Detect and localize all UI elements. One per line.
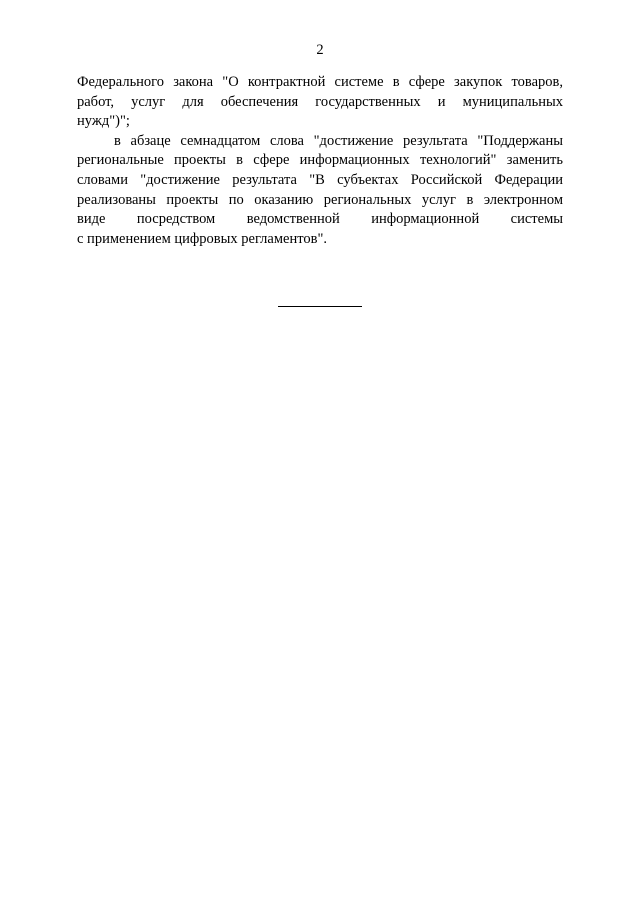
end-of-document-divider <box>278 306 362 307</box>
text-line: региональные проекты в сфере информационных технологий" заменить <box>77 152 563 169</box>
text-line: с применением цифровых регламентов". <box>77 230 327 247</box>
text-line: нужд")"; <box>77 113 130 130</box>
text-line: виде посредством ведомственной информационной системы <box>77 211 563 228</box>
text-line: Федерального закона "О контрактной системе в сфере закупок товаров, <box>77 74 563 90</box>
text-line: словами "достижение результата "В субъектах Российской Федерации <box>77 171 563 188</box>
text-line: в абзаце семнадцатом слова "достижение результата "Поддержаны <box>114 132 563 149</box>
document-body <box>77 73 563 249</box>
text-line: работ, услуг для обеспечения государственных и муниципальных <box>77 93 563 110</box>
paragraph-law-reference <box>77 73 563 132</box>
paragraph-amendment <box>77 132 563 250</box>
text-line: реализованы проекты по оказанию региональных услуг в электронном <box>77 191 563 208</box>
page-number: 2 <box>316 42 324 58</box>
